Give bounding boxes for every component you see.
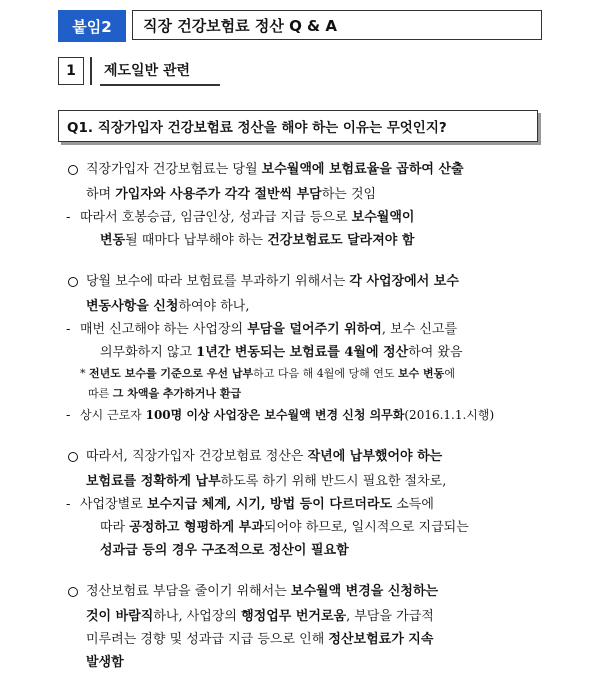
text: 당월 보수에 따라 보험료를 부과하기 위해서는 (86, 274, 350, 289)
text-bold: 공정하고 형평하게 부과 (129, 520, 264, 535)
continuation-line (66, 470, 544, 493)
dash-line (66, 493, 544, 516)
paragraph-3 (66, 445, 544, 562)
text: 직장가입자 건강보험료는 당월 (86, 162, 262, 177)
attachment-tag: 붙임2 (58, 10, 126, 42)
text-bold: 보수월액이 (351, 210, 415, 225)
text: 정산보험료 부담을 줄이기 위해서는 (86, 584, 291, 599)
continuation-line (66, 229, 544, 252)
text: (2016.1.1.시행) (404, 408, 495, 422)
section-number: 1 (58, 57, 84, 85)
text: 매번 신고해야 하는 사업장의 (80, 322, 248, 337)
text: 하여 왔음 (408, 345, 463, 360)
section-divider (90, 57, 92, 85)
text-bold: 건강보험료도 달라져야 함 (267, 233, 415, 248)
text-bold: 부담을 덜어주기 위하여 (247, 322, 382, 337)
text: 따라서 호봉승급, 임금인상, 성과급 지급 등으로 (80, 210, 352, 225)
paragraph-4 (66, 580, 544, 674)
text: 따른 (88, 387, 113, 400)
text-bold: 1년간 변동되는 보험료를 4월에 정산 (196, 345, 409, 360)
continuation-line (66, 516, 544, 539)
text: 될 때마다 납부해야 하는 (125, 233, 268, 248)
text: 하고 다음 해 4월에 당해 연도 (253, 367, 398, 380)
continuation-line (66, 539, 544, 562)
dash-line (66, 404, 544, 427)
bullet-line (66, 580, 544, 605)
text: 소득에 (392, 497, 434, 512)
continuation-line (66, 628, 544, 651)
circle-bullet-icon (68, 277, 78, 287)
text-bold: 보수월액 변경을 신청하는 (290, 584, 439, 599)
text: 하나, 사업장의 (153, 609, 242, 624)
text: 하는 것임 (321, 187, 377, 202)
text-bold: 100명 이상 사업장은 보수월액 변경 신청 의무화 (145, 408, 405, 422)
text: 따라 (100, 520, 130, 535)
text-bold: 전년도 보수를 기준으로 (89, 367, 207, 380)
text-bold: 보수월액에 보험료율을 곱하여 산출 (261, 162, 464, 177)
dash-marker: - (66, 322, 71, 337)
text-bold: 행정업무 번거로움 (241, 609, 347, 624)
text-bold: 보수지급 체계, 시기, 방법 등이 다르더라도 (146, 497, 393, 512)
section-title: 제도일반 관련 (100, 56, 220, 86)
answer-body (66, 158, 544, 692)
footnote-continuation (66, 384, 544, 404)
text-bold: 성과급 등의 경우 구조적으로 정산이 필요함 (100, 543, 349, 558)
text: 따라서, 직장가입자 건강보험료 정산은 (86, 449, 308, 464)
bullet-line (66, 158, 544, 183)
continuation-line (66, 183, 544, 206)
dash-line (66, 206, 544, 229)
dash-marker: - (66, 497, 71, 512)
text: 미루려는 경향 및 성과급 지급 등으로 인해 (86, 632, 329, 647)
section-heading (58, 56, 220, 86)
text: 의무화하지 않고 (100, 345, 197, 360)
dash-marker: - (66, 210, 71, 225)
text-bold: 정산보험료가 지속 (328, 632, 434, 647)
question-box (58, 110, 538, 142)
text: , 부담을 가급적 (346, 609, 434, 624)
text-bold: 것이 바람직 (86, 609, 154, 624)
text: 하여야 하나, (178, 299, 250, 314)
text-bold: 변동사항을 신청 (86, 299, 179, 314)
star-marker: * (80, 367, 86, 380)
dash-marker: - (66, 408, 71, 423)
continuation-line (66, 605, 544, 628)
continuation-line (66, 295, 544, 318)
text-bold: 변동 (100, 233, 126, 248)
bullet-line (66, 270, 544, 295)
circle-bullet-icon (68, 587, 78, 597)
text: 하며 (86, 187, 116, 202)
text-bold: 보험료를 정확하게 납부 (86, 474, 221, 489)
text-bold: 각 사업장에서 보수 (349, 274, 459, 289)
text-bold: 작년에 납부했어야 하는 (307, 449, 443, 464)
text-bold: 그 차액을 추가하거나 환급 (112, 387, 242, 400)
paragraph-1 (66, 158, 544, 252)
document-title: 직장 건강보험료 정산 Q & A (132, 10, 542, 40)
circle-bullet-icon (68, 452, 78, 462)
text-bold: 보수 변동 (397, 367, 445, 380)
text: 상시 근로자 (80, 408, 146, 422)
circle-bullet-icon (68, 165, 78, 175)
text-bold: 가입자와 사용주가 각각 절반씩 부담 (115, 187, 322, 202)
text-bold: 발생함 (86, 655, 124, 670)
bullet-line (66, 445, 544, 470)
document-header (58, 10, 542, 42)
question-text: Q1. 직장가입자 건강보험료 정산을 해야 하는 이유는 무엇인지? (67, 120, 447, 136)
text: 사업장별로 (80, 497, 147, 512)
text: 하도록 하기 위해 반드시 필요한 절차로, (220, 474, 447, 489)
continuation-line (66, 651, 544, 674)
text: , 보수 신고를 (381, 322, 458, 337)
paragraph-2 (66, 270, 544, 427)
text: 에 (444, 367, 455, 380)
text-bold: 우선 납부 (206, 367, 254, 380)
text: 되어야 하므로, 일시적으로 지급되는 (263, 520, 469, 535)
footnote-line (66, 364, 544, 384)
dash-line (66, 318, 544, 341)
continuation-line (66, 341, 544, 364)
